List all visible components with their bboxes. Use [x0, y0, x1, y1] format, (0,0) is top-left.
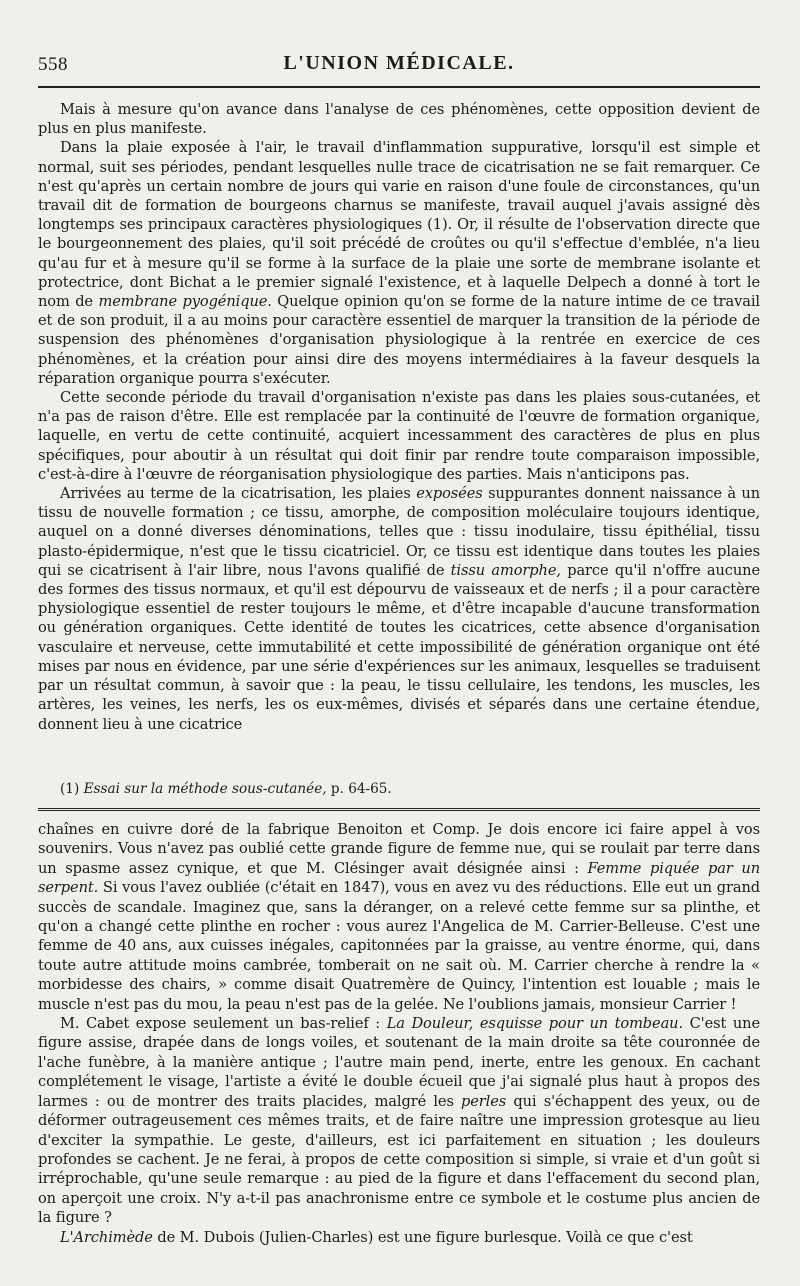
footnote-marker: (1) [60, 781, 80, 797]
emphasis: tissu amorphe, [450, 561, 561, 579]
page-number: 558 [38, 54, 68, 75]
emphasis: La Douleur, esquisse pour un tombeau. [386, 1015, 684, 1033]
running-title: L'UNION MÉDICALE. [283, 52, 515, 74]
paragraph: chaînes en cuivre doré de la fabrique Benoiton et Comp. Je dois encore ici faire appel à vos souvenirs. Vous n'avez pas oublié cette grande figure de femme nue, qui se roulait par terre dans un spasme assez cynique, et que M. Clésinger avait désignée ainsi : Femme piquée par un serpent. Si vous l'avez oubliée (c'était en 1847), vous en avez vu des réductions. Elle eut un grand succès de scandale. Imaginez que, sans la déranger, on a relevé cette femme sur sa plinthe, et qu'on a changé cette plinthe en rocher : vous aurez l'Angelica de M. Carrier-Belleuse. C'est une femme de 40 ans, aux cuisses inégales, capitonnées par la graisse, au ventre énorme, qui, dans toute autre attitude moins cambrée, tomberait on ne sait où. M. Carrier cherche à rendre la « morbidesse des chairs, » comme disait Quatremère de Quincy, l'intention est louable ; mais le muscle n'est pas du mou, la peau n'est pas de la gelée. Ne l'oublions jamais, monsieur Carrier ! [38, 821, 760, 1013]
feuilleton-body [38, 820, 760, 1247]
footnote-title: Essai sur la méthode sous-cutanée, [83, 781, 327, 797]
paragraph: L'Archimède de M. Dubois (Julien-Charles) est une figure burlesque. Voilà ce que c'est [60, 1228, 693, 1246]
emphasis: perles [461, 1092, 507, 1110]
emphasis: Femme piquée par un serpent. [38, 859, 760, 897]
footnote [60, 780, 760, 798]
article-body [38, 100, 760, 734]
paragraph: M. Cabet expose seulement un bas-relief : La Douleur, esquisse pour un tombeau. C'est une figure assise, drapée dans de longs voiles, et soutenant de la main droite sa tête couronnée de l'ache funèbre, à la manière antique ; l'autre main pend, inerte, entre les genoux. En cachant complétement le visage, l'artiste a évité le double écueil que j'ai signalé plus haut à propos des larmes : ou de montrer des traits placides, malgré les perles qui s'échappent des yeux, ou de déformer outrageusement ces mêmes traits, et de faire naître une impression grotesque au lieu d'exciter la sympathie. Le geste, d'ailleurs, est ici parfaitement en situation ; les douleurs profondes se cachent. Je ne ferai, à propos de cette composition si simple, si vraie et d'un goût si irréprochable, qu'une seule remarque : au pied de la figure et dans l'effacement du second plan, on aperçoit une croix. N'y a-t-il pas anachronisme entre ce symbole et le costume plus ancien de la figure ? [38, 1015, 760, 1227]
footnote-pages: p. 64-65. [326, 781, 392, 797]
page-header [38, 50, 760, 80]
emphasis: membrane pyogénique. [98, 293, 272, 311]
emphasis: L'Archimède [60, 1228, 153, 1246]
paragraph: Cette seconde période du travail d'organisation n'existe pas dans les plaies sous-cutanées, et n'a pas de raison d'être. Elle est remplacée par la continuité de l'œuvre de formation organique, laquelle, en vertu de cette continuité, acquiert incessamment des caractères de plus en plus spécifiques, pour aboutir à un résultat qui doit finir par rendre toute comparaison impossible, c'est-à-dire à l'œuvre de réorganisation physiologique des parties. Mais n'anticipons pas. [38, 389, 760, 483]
paragraph: Mais à mesure qu'on avance dans l'analyse de ces phénomènes, cette opposition devient de plus en plus manifeste. [38, 101, 760, 138]
header-rule [38, 86, 760, 88]
paragraph: Dans la plaie exposée à l'air, le travail d'inflammation suppurative, lorsqu'il est simple et normal, suit ses périodes, pendant lesquelles nulle trace de cicatrisation ne se fait remarquer. Ce n'est qu'après un certain nombre de jours qui varie en raison d'une foule de circonstances, qu'un travail dit de formation de bourgeons charnus se manifeste, travail auquel j'avais assigné dès longtemps ses principaux caractères physiologiques (1). Or, il résulte de l'observation directe que le bourgeonnement des plaies, qu'il soit précédé de croûtes ou qu'il s'effectue d'emblée, n'a lieu qu'au fur et à mesure qu'il se forme à la surface de la plaie une sorte de membrane isolante et protectrice, dont Bichat a le premier signalé l'existence, et à laquelle Delpech a donné à tort le nom de membrane pyogénique. Quelque opinion qu'on se forme de la nature intime de ce travail et de son produit, il a au moins pour caractère essentiel de marquer la transition de la période de suspension des phénomènes d'organisation physiologique à la rentrée en exercice de ces phénomènes, et la création pour ainsi dire des moyens intermédiaires à la faveur desquels la réparation organique pourra s'exécuter. [38, 139, 760, 387]
feuilleton-divider [38, 808, 760, 813]
paragraph: Arrivées au terme de la cicatrisation, les plaies exposées suppurantes donnent naissance à un tissu de nouvelle formation ; ce tissu, amorphe, de composition moléculaire toujours identique, auquel on a donné diverses dénominations, telles que : tissu inodulaire, tissu épithélial, tissu plasto-épidermique, n'est que le tissu cicatriciel. Or, ce tissu est identique dans toutes les plaies qui se cicatrisent à l'air libre, nous l'avons qualifié de tissu amorphe, parce qu'il n'offre aucune des formes des tissus normaux, et qu'il est dépourvu de vaisseaux et de nerfs ; il a pour caractère physiologique essentiel de rester toujours le même, et d'être incapable d'aucune transformation ou génération organiques. Cette identité de toutes les cicatrices, cette absence d'organisation vasculaire et nerveuse, cette immutabilité et cette impossibilité de génération organique ont été mises par nous en évidence, par une série d'expériences sur les animaux, lesquelles se traduisent par un résultat commun, à savoir que : la peau, le tissu cellulaire, les tendons, les muscles, les artères, les veines, les nerfs, les os eux-mêmes, divisés et séparés dans une certaine étendue, donnent lieu à une cicatrice [38, 485, 761, 733]
emphasis: exposées [416, 485, 483, 503]
